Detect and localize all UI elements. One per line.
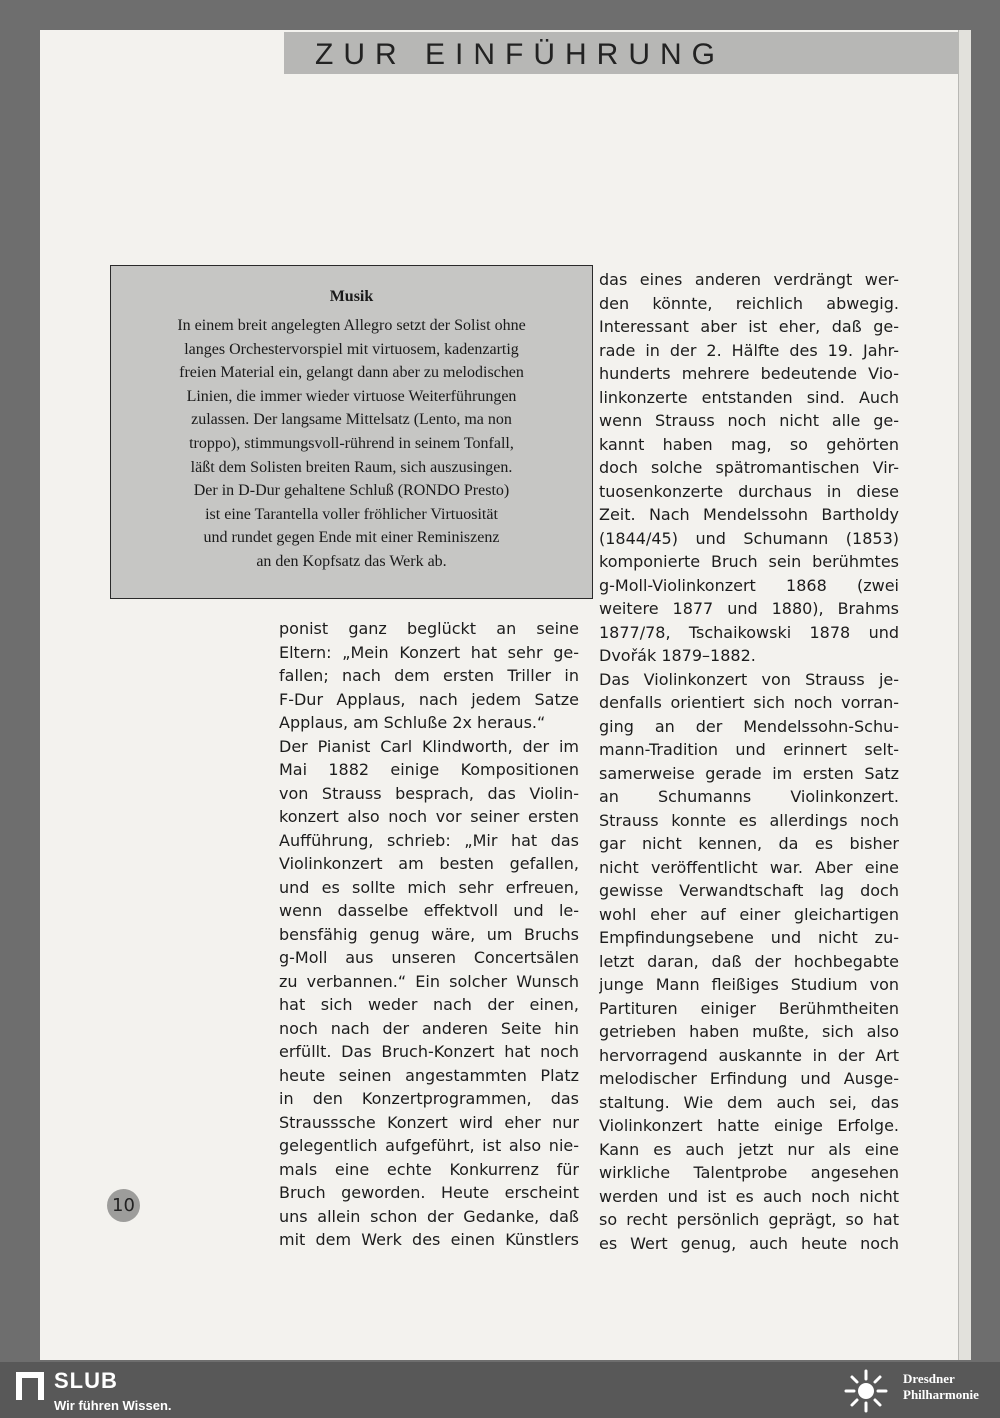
text-line: mit dem Werk des einen Künstlers [279,1230,579,1249]
text-line: Das Violinkonzert von Strauss je- [599,669,899,689]
text-line: letzt daran, daß der hochbegabte [599,951,899,971]
text-line: kannt haben mag, so gehörten [599,434,899,454]
text-line: Applaus, am Schluße 2x heraus.“ [279,713,546,732]
text-line: getrieben haben mußte, sich also [599,1022,899,1041]
text-line: melodischer Erfindung und Ausge- [599,1069,899,1088]
text-line: Strausssche Konzert wird eher nur [279,1112,579,1132]
infobox-line: Linien, die immer wieder virtuose Weiterführungen [186,387,517,405]
left-text-column [279,617,579,1252]
text-line: Strauss konnte es allerdings noch [599,810,899,830]
text-line: wenn dasselbe effektvoll und le- [279,901,579,920]
page-number: 10 [107,1189,140,1222]
text-line: Eltern: „Mein Konzert hat sehr ge- [279,642,579,662]
text-line: Aufführung, schrieb: „Mir hat das [279,830,579,850]
text-line: den könnte, reichlich abwegig. [599,293,899,313]
footer-bar [0,1362,1000,1418]
text-line: Violinkonzert am besten gefallen, [279,854,579,873]
text-line: tuosenkonzerte durchaus in diese [599,481,899,501]
text-line: Kann es auch jetzt nur als eine [599,1139,899,1159]
text-line: noch nach der anderen Seite hin [279,1018,579,1038]
facing-page-edge [958,30,971,1360]
text-line: gelegentlich aufgeführt, ist also nie- [279,1136,579,1155]
infobox-line: läßt dem Solisten breiten Raum, sich auszusingen. [190,458,513,476]
infobox-line: In einem breit angelegten Allegro setzt der Solist ohne [177,317,526,334]
text-line: Zeit. Nach Mendelssohn Bartholdy [599,505,899,524]
text-line: wenn Strauss noch nicht alle ge- [599,411,899,430]
infobox-line: langes Orchestervorspiel mit virtuosem, kadenzartig [184,340,519,358]
philharmonie-line-2: Philharmonie [903,1387,979,1402]
text-line: hunderts mehrere bedeutende Vio- [599,364,899,383]
text-line: es Wert genug, auch heute noch [599,1233,899,1253]
text-line: g-Moll aus unseren Concertsälen [279,948,579,967]
text-line: das eines anderen verdrängt wer- [599,270,899,289]
text-line: zu verbannen.“ Ein solcher Wunsch [279,971,579,991]
philharmonie-line-1: Dresdner [903,1371,955,1386]
text-line: staltung. Wie dem auch sei, das [599,1092,899,1112]
text-line: ging an der Mendelssohn-Schu- [599,716,899,736]
infobox-line: Der in D-Dur gehaltene Schluß (RONDO Presto) [193,482,510,500]
text-line: wirkliche Talentprobe angesehen [599,1163,899,1182]
text-line: hat sich weder nach der einen, [279,995,579,1014]
text-line: linkonzerte entstanden sind. Auch [599,387,899,407]
text-line: Empfindungsebene und nicht zu- [599,928,899,947]
text-line: komponierte Bruch sein berühmtes [599,552,899,571]
text-line: ponist ganz beglückt an seine [279,619,579,638]
text-line: junge Mann fleißiges Studium von [599,975,899,994]
text-line: bensfähig genug wäre, um Bruchs [279,924,579,944]
text-line: konzert also noch vor seiner ersten [279,807,579,826]
text-line: 1877/78, Tschaikowski 1878 und [599,622,899,642]
text-line: wohl eher auf einer gleichartigen [599,904,899,924]
text-line: gar nicht kennen, da es bisher [599,834,899,853]
text-line: und es sollte mich sehr erfreuen, [279,877,579,897]
infobox-line: ist eine Tarantella voller fröhlicher Virtuosität [205,505,498,523]
text-line: von Strauss besprach, das Violin- [279,783,579,803]
text-line: mann-Tradition und erinnert selt- [599,740,899,759]
text-line: rade in der 2. Hälfte des 19. Jahr- [599,340,899,360]
text-line: nicht veröffentlicht war. Aber eine [599,857,899,877]
text-line: heute seinen angestammten Platz [279,1065,579,1085]
infobox-line: zulassen. Der langsame Mittelsatz (Lento, ma non [191,411,512,429]
philharmonie-wordmark [903,1371,979,1403]
text-line: erfüllt. Das Bruch-Konzert hat noch [279,1042,579,1061]
text-line: Interessant aber ist eher, daß ge- [599,317,899,336]
text-line: Mai 1882 einige Kompositionen [279,760,579,779]
text-line: hervorragend auskannte in der Art [599,1045,899,1065]
right-text-column [599,268,899,1255]
text-line: (1844/45) und Schumann (1853) [599,528,899,548]
slub-tagline: Wir führen Wissen. [54,1398,172,1413]
text-line: g-Moll-Violinkonzert 1868 (zwei [599,575,899,595]
infobox-line: troppo), stimmungsvoll-rührend in seinem Tonfall, [189,434,514,452]
text-line: Partituren einiger Berühmtheiten [599,998,899,1018]
text-line: Bruch geworden. Heute erscheint [279,1183,579,1202]
music-infobox [110,265,593,599]
slub-name: SLUB [54,1368,118,1393]
infobox-line: freien Material ein, gelangt dann aber zu melodischen [179,364,524,382]
text-line: mals eine echte Konkurrenz für [279,1159,579,1179]
text-line: samerweise gerade im ersten Satz [599,763,899,783]
text-line: Der Pianist Carl Klindworth, der im [279,736,579,756]
text-line: werden und ist es auch noch nicht [599,1186,899,1206]
infobox-line: und rundet gegen Ende mit einer Reminiszenz [203,529,500,547]
text-line: weitere 1877 und 1880), Brahms [599,599,899,618]
philharmonie-logo-icon [842,1367,890,1415]
text-line: fallen; nach dem ersten Triller in [279,666,579,685]
text-line: doch solche spätromantischen Vir- [599,458,899,477]
text-line: in den Konzertprogrammen, das [279,1089,579,1108]
text-line: Dvořák 1879–1882. [599,646,756,665]
text-line: uns allein schon der Gedanke, daß [279,1206,579,1226]
infobox-line: an den Kopfsatz das Werk ab. [256,552,447,570]
text-line: denfalls orientiert sich noch vorran- [599,693,899,712]
text-line: F-Dur Applaus, nach jedem Satze [279,689,579,709]
text-line: so recht persönlich geprägt, so hat [599,1210,899,1229]
text-line: an Schumanns Violinkonzert. [599,787,899,806]
page-title: ZUR EINFÜHRUNG [315,38,725,71]
text-line: gewisse Verwandtschaft lag doch [599,881,899,900]
slub-logo-icon [14,1370,46,1402]
infobox-title: Musik [329,288,374,305]
document-page [40,30,960,1360]
text-line: Violinkonzert hatte einige Erfolge. [599,1116,899,1135]
